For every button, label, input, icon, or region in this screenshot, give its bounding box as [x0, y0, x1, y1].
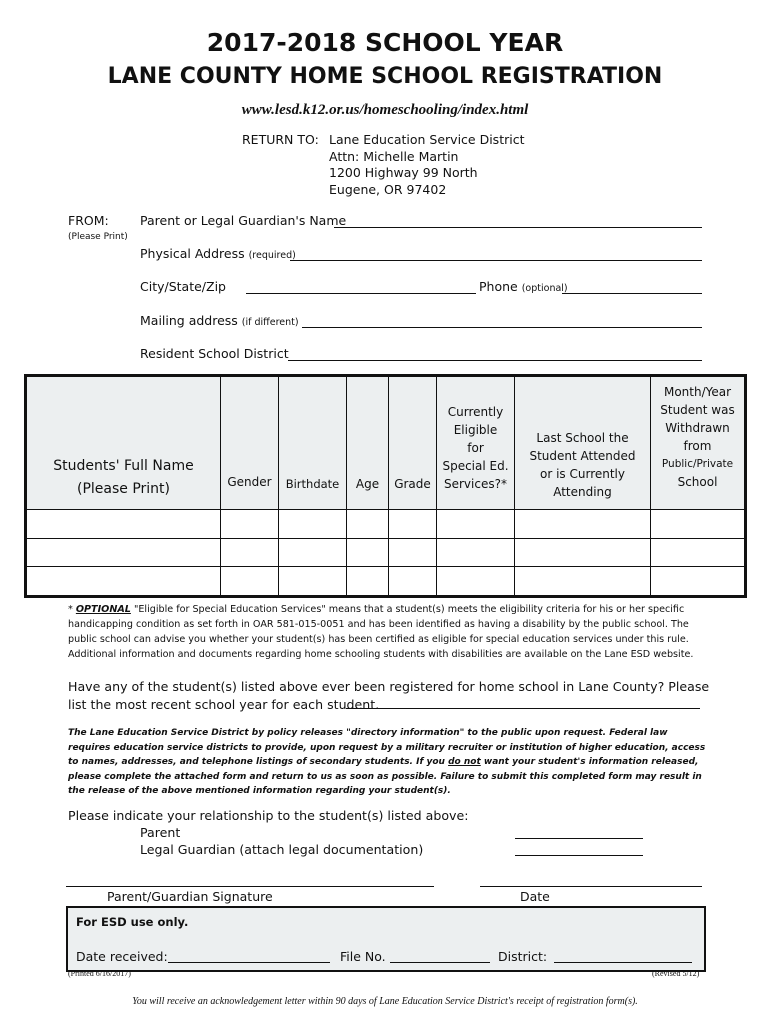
from-label: FROM: [68, 213, 109, 228]
signature-label: Parent/Guardian Signature [107, 889, 273, 904]
gender-cell[interactable] [221, 567, 279, 596]
relationship-prompt: Please indicate your relationship to the student(s) listed above: [68, 808, 469, 823]
optional-label: OPTIONAL [75, 604, 131, 615]
students-table [26, 376, 745, 596]
required-note: (required) [248, 250, 296, 261]
header-gender: Gender [221, 377, 279, 510]
resident-district-field[interactable] [288, 360, 702, 361]
age-cell[interactable] [347, 567, 389, 596]
return-address-line: Eugene, OR 97402 [329, 181, 447, 197]
header-eligible-line: Currently [447, 405, 504, 419]
withdrawn-cell[interactable] [651, 538, 745, 567]
header-withdrawn-line: School [677, 475, 718, 489]
return-address-line: Attn: Michelle Martin [329, 148, 459, 164]
birthdate-cell[interactable] [279, 538, 347, 567]
physical-address-text: Physical Address [140, 246, 245, 261]
last-school-cell[interactable] [515, 510, 651, 539]
file-no-field[interactable] [390, 962, 490, 963]
city-state-zip-label: City/State/Zip [140, 279, 226, 294]
table-header-row [27, 377, 745, 510]
header-birthdate: Birthdate [279, 377, 347, 510]
directory-info-notice [68, 726, 708, 799]
guardian-option-label: Legal Guardian (attach legal documentation) [140, 842, 424, 857]
return-to-label: RETURN TO: [242, 132, 319, 147]
birthdate-cell[interactable] [279, 510, 347, 539]
file-no-label: File No. [340, 949, 386, 964]
header-age: Age [347, 377, 389, 510]
optional-note: (optional) [521, 283, 568, 294]
mailing-address-field[interactable] [302, 327, 702, 328]
header-withdrawn-line: Student was [660, 403, 735, 417]
guardian-option-field[interactable] [515, 855, 643, 856]
last-school-cell[interactable] [515, 567, 651, 596]
legal-emphasis: do not [448, 757, 481, 767]
website-url: www.lesd.k12.or.us/homeschooling/index.html [241, 102, 529, 118]
date-received-field[interactable] [168, 962, 330, 963]
header-eligible-line: Eligible [453, 423, 498, 437]
return-address [329, 132, 524, 198]
header-eligible [437, 377, 515, 510]
gender-cell[interactable] [221, 510, 279, 539]
table-row [27, 538, 745, 567]
header-eligible-line: for [467, 441, 484, 455]
header-last-school [515, 377, 651, 510]
header-withdrawn [651, 377, 745, 510]
date-received-label: Date received: [76, 949, 168, 964]
eligible-cell[interactable] [437, 567, 515, 596]
age-cell[interactable] [347, 510, 389, 539]
please-print-note: (Please Print) [68, 232, 128, 242]
note-marker: * [68, 604, 76, 615]
student-name-cell[interactable] [27, 510, 221, 539]
revised-date: (Revised 5/12) [652, 969, 700, 978]
header-withdrawn-line: from [683, 439, 712, 453]
phone-field[interactable] [562, 293, 702, 294]
physical-address-label [140, 246, 296, 261]
grade-cell[interactable] [389, 567, 437, 596]
physical-address-field[interactable] [290, 260, 702, 261]
grade-cell[interactable] [389, 510, 437, 539]
question-text: Have any of the student(s) listed above ever been registered for home school in Lane County? Please list the most recent school year for each student. [68, 679, 710, 712]
return-address-line: 1200 Highway 99 North [329, 165, 478, 180]
signature-field[interactable] [66, 886, 434, 887]
esd-use-title: For ESD use only. [76, 915, 189, 929]
legal-text: want your student's information released, please complete the attached form and return to us as soon as possible. Failure to submit this completed form may result in the release of the above mentioned information regarding your student(s). [68, 757, 702, 796]
legal-text: The Lane Education Service District by policy releases "directory information" to the public upon request. Federal law requires education service districts to provide, upon request by a military recruiter or institution of higher education, access to names, addresses, and telephone listings of secondary students. If you [68, 728, 706, 767]
eligible-cell[interactable] [437, 510, 515, 539]
date-field[interactable] [480, 886, 702, 887]
acknowledgement-footer: You will receive an acknowledgement letter within 90 days of Lane Education Service District's receipt of registration form(s). [132, 996, 638, 1007]
special-ed-note [68, 602, 708, 662]
last-school-cell[interactable] [515, 538, 651, 567]
parent-option-field[interactable] [515, 838, 643, 839]
form-title: 2017-2018 SCHOOL YEAR [206, 28, 564, 57]
parent-option-label: Parent [140, 825, 181, 840]
student-name-cell[interactable] [27, 567, 221, 596]
gender-cell[interactable] [221, 538, 279, 567]
eligible-cell[interactable] [437, 538, 515, 567]
header-eligible-line: Services?* [444, 477, 507, 491]
table-row [27, 510, 745, 539]
resident-district-label: Resident School District [140, 346, 289, 361]
if-different-note: (if different) [241, 317, 299, 328]
table-row [27, 567, 745, 596]
grade-cell[interactable] [389, 538, 437, 567]
parent-name-label: Parent or Legal Guardian's Name [140, 213, 347, 228]
header-grade: Grade [389, 377, 437, 510]
header-withdrawn-line: Withdrawn [665, 421, 730, 435]
birthdate-cell[interactable] [279, 567, 347, 596]
withdrawn-cell[interactable] [651, 567, 745, 596]
district-label: District: [498, 949, 548, 964]
header-withdrawn-line: Month/Year [663, 385, 732, 399]
header-name-line: (Please Print) [76, 481, 170, 497]
date-label: Date [520, 889, 550, 904]
header-student-name [27, 377, 221, 510]
form-subtitle: LANE COUNTY HOME SCHOOL REGISTRATION [107, 64, 663, 89]
header-withdrawn-line: Public/Private [661, 458, 734, 470]
age-cell[interactable] [347, 538, 389, 567]
header-last-school-line: Attending [553, 485, 612, 499]
phone-label [479, 279, 568, 294]
student-name-cell[interactable] [27, 538, 221, 567]
header-name-line: Students' Full Name [53, 458, 194, 474]
mailing-address-text: Mailing address [140, 313, 238, 328]
printed-date: (Printed 6/16/2017) [68, 969, 131, 978]
header-last-school-line: or is Currently [540, 467, 625, 481]
note-text: "Eligible for Special Education Services" means that a student(s) meets the eligibility criteria for his or her specific handicapping condition as set forth in OAR 581-015-0051 and has been identified as having a disability by the public school. The public school can advise you whether your student(s) has been certified as eligible for special education services under this rule. Additional information and documents regarding home schooling students with disabilities are available on the Lane ESD website. [68, 604, 694, 660]
esd-use-box [66, 906, 706, 972]
header-last-school-line: Student Attended [529, 449, 636, 463]
city-state-zip-field[interactable] [246, 293, 476, 294]
district-field[interactable] [554, 962, 692, 963]
withdrawn-cell[interactable] [651, 510, 745, 539]
parent-name-field[interactable] [334, 227, 702, 228]
prior-registration-field[interactable] [346, 708, 700, 709]
phone-text: Phone [479, 279, 518, 294]
return-address-line: Lane Education Service District [329, 132, 525, 147]
header-last-school-line: Last School the [536, 431, 629, 445]
mailing-address-label [140, 313, 299, 328]
header-eligible-line: Special Ed. [442, 459, 509, 473]
